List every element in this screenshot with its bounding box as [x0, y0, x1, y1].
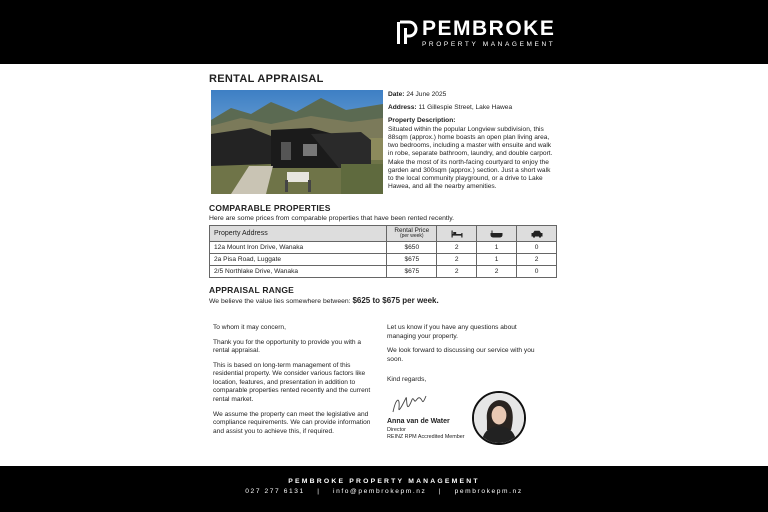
- document-page: [0, 64, 768, 466]
- header-beds: [437, 226, 477, 242]
- row-price: $650: [387, 242, 437, 254]
- row-beds: 2: [437, 266, 477, 278]
- table-row: [210, 254, 557, 266]
- letter-paragraph: We assume the property can meet the legislative and compliance requirements. We can provide information and assist you to achieve this, if required.: [213, 410, 371, 435]
- row-beds: 2: [437, 242, 477, 254]
- footer-separator: |: [438, 488, 443, 495]
- signer-member: REINZ RPM Accredited Member: [387, 433, 465, 440]
- letter-paragraph: We look forward to discussing our service with you soon.: [387, 347, 535, 363]
- appraisal-title: APPRAISAL RANGE: [209, 285, 295, 295]
- date-label: Date:: [388, 91, 405, 98]
- row-price: $675: [387, 254, 437, 266]
- table-row: [210, 242, 557, 254]
- row-cars: 2: [517, 254, 557, 266]
- pembroke-logo-icon: [396, 20, 418, 46]
- bath-icon: [490, 230, 503, 238]
- address-label: Address:: [388, 104, 417, 112]
- header-price-label: Rental Price: [394, 226, 430, 234]
- signature-image: [390, 392, 430, 418]
- signer-name: Anna van de Water: [387, 418, 450, 425]
- footer-phone[interactable]: 027 277 6131: [245, 488, 305, 495]
- description-text: Situated within the popular Longview subdivision, this 88sqm (approx.) home boasts an open plan living area, two bedrooms, including a master with ensuite and walk in robe, separate bathroom, laundry, and double carport. Make the most of its north-facing courtyard to enjoy the garden and 300sqm (approx.) section. Just a short walk to the local community playground, or a drive to Lake Hawea, and all the nearby amenities.: [388, 125, 553, 191]
- row-cars: 0: [517, 266, 557, 278]
- letter-paragraph: Let us know if you have any questions about managing your property.: [387, 324, 517, 340]
- comparables-table: [209, 225, 557, 278]
- page-title: RENTAL APPRAISAL: [209, 73, 324, 85]
- header-price-sub: (per week): [399, 233, 424, 240]
- brand-subtitle: PROPERTY MANAGEMENT: [422, 41, 556, 48]
- brand-name: PEMBROKE: [422, 17, 556, 40]
- row-address: 2/5 Northlake Drive, Wanaka: [210, 266, 387, 278]
- row-baths: 2: [477, 266, 517, 278]
- row-baths: 1: [477, 242, 517, 254]
- appraisal-range: $625 to $675 per week.: [352, 296, 439, 305]
- row-cars: 0: [517, 242, 557, 254]
- property-photo: [211, 90, 383, 194]
- table-header-row: [210, 226, 557, 242]
- letter-paragraph: This is based on long-term management of this residential property. We consider various factors like location, features, and presentation in addition to comparable properties rented recently and the current rental market.: [213, 361, 371, 403]
- appraisal-text-line: [209, 296, 439, 305]
- header-bar: [0, 0, 768, 64]
- appraisal-text: We believe the value lies somewhere between:: [209, 298, 351, 305]
- header-baths: [477, 226, 517, 242]
- letter-left-column: [213, 324, 373, 442]
- letter-paragraph: Thank you for the opportunity to provide you with a rental appraisal.: [213, 338, 362, 355]
- row-price: $675: [387, 266, 437, 278]
- header-cars: [517, 226, 557, 242]
- footer-website[interactable]: pembrokepm.nz: [454, 488, 523, 495]
- signer-block: [387, 418, 465, 440]
- car-icon: [531, 230, 543, 238]
- footer-separator: |: [317, 488, 321, 495]
- row-beds: 2: [437, 254, 477, 266]
- brand-logo: [396, 18, 555, 49]
- property-info: [388, 91, 556, 192]
- signer-avatar: [472, 391, 526, 445]
- footer-bar: [0, 466, 768, 512]
- letter-greeting: To whom it may concern,: [213, 324, 286, 331]
- row-address: 12a Mount Iron Drive, Wanaka: [210, 242, 387, 254]
- address-value: 11 Gillespie Street, Lake Hawea: [418, 104, 513, 112]
- description-label: Property Description:: [388, 117, 456, 125]
- footer-company: PEMBROKE PROPERTY MANAGEMENT: [288, 478, 480, 485]
- comparables-intro: Here are some prices from comparable properties that have been rented recently.: [209, 215, 455, 222]
- table-row: [210, 266, 557, 278]
- date-value: 24 June 2025: [406, 91, 447, 98]
- letter-right-column: [387, 324, 537, 391]
- letter-closing: Kind regards,: [387, 376, 427, 384]
- comparables-title: COMPARABLE PROPERTIES: [209, 203, 331, 213]
- header-price: [387, 226, 437, 242]
- signer-role: Director: [387, 426, 406, 433]
- row-baths: 1: [477, 254, 517, 266]
- footer-email[interactable]: info@pembrokepm.nz: [333, 488, 427, 495]
- row-address: 2a Pisa Road, Luggate: [210, 254, 387, 266]
- footer-contact: [0, 488, 768, 495]
- header-address: Property Address: [210, 226, 387, 242]
- bed-icon: [451, 230, 463, 238]
